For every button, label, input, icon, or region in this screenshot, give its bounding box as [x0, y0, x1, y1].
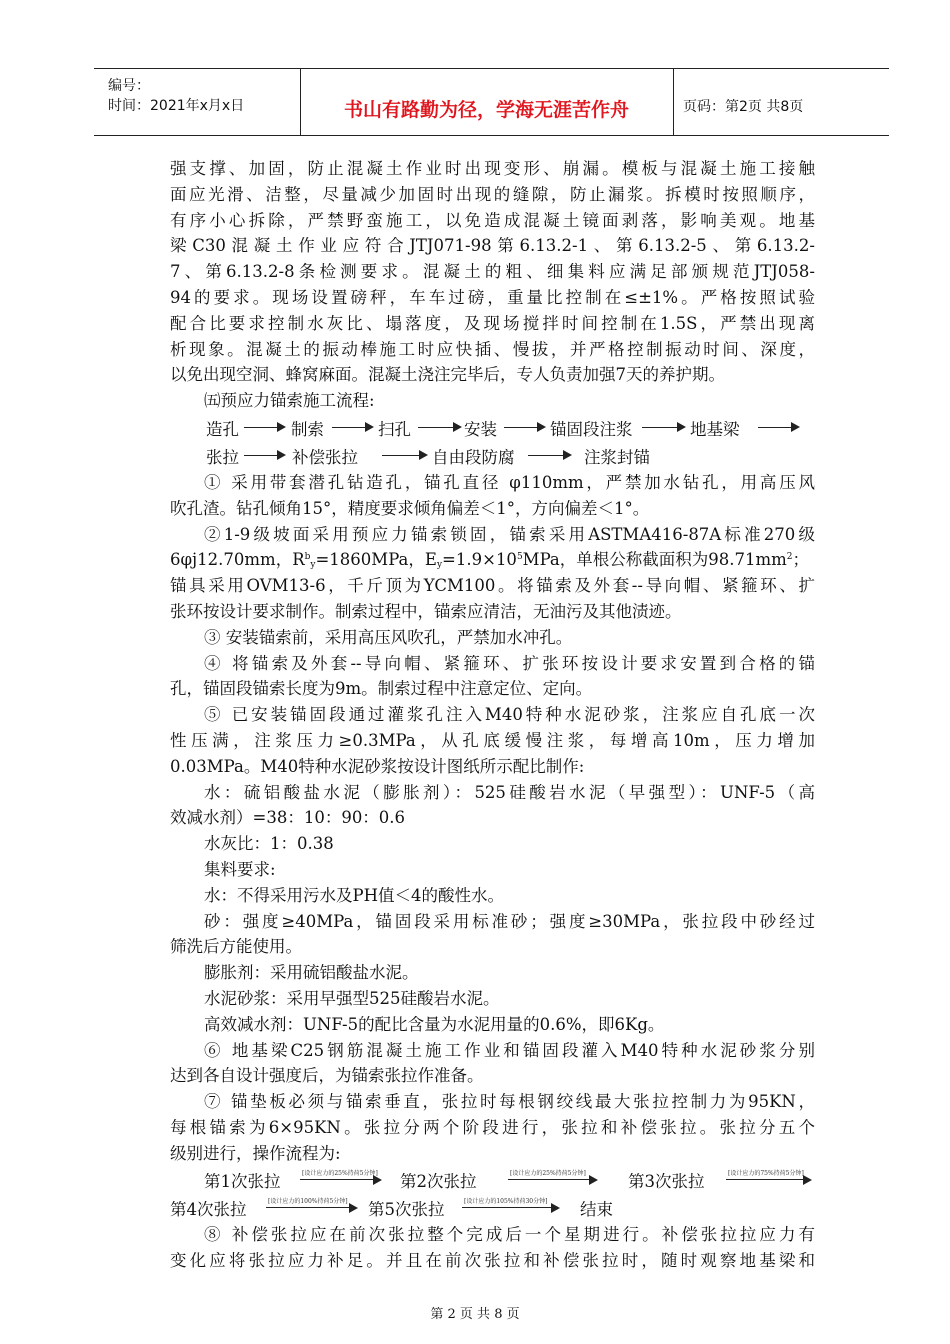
- flow-step: 扫孔: [378, 419, 411, 439]
- text-line: 孔，锚固段锚索长度为9m。制索过程中注意定位、定向。: [170, 679, 593, 699]
- text-line: 有序小心拆除，严禁野蛮施工，以免造成混凝土镜面剥落，影响美观。地基: [170, 210, 815, 230]
- text-line: 集料要求:: [204, 859, 276, 879]
- text-line: 膨胀剂：采用硫铝酸盐水泥。: [204, 963, 419, 983]
- text-line: 高效减水剂：UNF-5的配比含量为水泥用量的0.6%，即6Kg。: [204, 1014, 665, 1034]
- flow-step: 地基梁: [690, 419, 740, 439]
- process-flow-1: [170, 414, 815, 442]
- flow-step: 锚固段注浆: [550, 419, 633, 439]
- flow-step: 注浆封锚: [584, 447, 650, 467]
- text-line: 水灰比：1：0.38: [204, 834, 334, 854]
- flow-step: 造孔: [206, 419, 239, 439]
- text-line: [170, 547, 815, 573]
- text-line: 张环按设计要求制作。制索过程中，锚索应清洁，无油污及其他渍迹。: [170, 601, 682, 621]
- arrow-right-icon: [266, 1198, 356, 1208]
- arrow-right-icon: [504, 427, 544, 428]
- arrow-right-icon: [758, 427, 798, 428]
- text-line: 吹孔渣。钻孔倾角15°，精度要求倾角偏差＜1°，方向偏差＜1°。: [170, 498, 650, 518]
- text-line: 94的要求。现场设置磅秤，车车过磅，重量比控制在≤±1%。严格按照试验: [170, 287, 815, 307]
- text-span: 6φj12.70mm，R: [170, 550, 305, 570]
- text-line: 水：不得采用污水及PH值＜4的酸性水。: [204, 885, 504, 905]
- arrow-right-icon: [244, 455, 284, 456]
- header-motto-cell: [300, 69, 674, 135]
- text-line: ③ 安装锚索前，采用高压风吹孔，严禁加水冲孔。: [204, 627, 573, 647]
- process-flow-2: [170, 442, 815, 470]
- text-line: 以免出现空洞、蜂窝麻面。混凝土浇注完毕后，专人负责加强7天的养护期。: [170, 365, 725, 385]
- page-header: [94, 68, 889, 136]
- text-line: 水：硫铝酸盐水泥（膨胀剂）：525硅酸岩水泥（早强型）：UNF-5（高: [204, 782, 815, 802]
- text-span: =1.9×10: [442, 550, 517, 570]
- text-line: ②1-9级坡面采用预应力锚索锁固，锚索采用ASTMA416-87A标准270级: [204, 524, 815, 544]
- text-line: 达到各自设计强度后，为锚索张拉作准备。: [170, 1066, 484, 1086]
- subscript: y: [436, 560, 443, 571]
- superscript: 5: [516, 552, 523, 563]
- subscript: y: [310, 560, 316, 571]
- arrow-right-icon: [726, 1170, 810, 1180]
- page-footer: 第 2 页 共 8 页: [430, 1307, 520, 1322]
- stage-label: 第1次张拉: [204, 1172, 281, 1192]
- arrow-right-icon: [642, 427, 684, 428]
- stage-note: [设计应力的25%持荷5分钟]: [302, 1170, 378, 1178]
- stage-label: 第5次张拉: [368, 1200, 445, 1220]
- tension-flow-1: [170, 1166, 815, 1194]
- arrow-right-icon: [382, 455, 426, 456]
- text-line: ⑦ 锚垫板必须与锚索垂直，张拉时每根钢绞线最大张拉控制力为95KN，: [204, 1092, 815, 1112]
- text-line: 梁C30混凝土作业应符合JTJ071-98第6.13.2-1、第6.13.2-5、第6.13.2-: [170, 236, 815, 256]
- arrow-right-icon: [462, 1198, 558, 1208]
- text-line: 砂：强度≥40MPa，锚固段采用标准砂；强度≥30MPa，张拉段中砂经过: [204, 911, 815, 931]
- motto: 书山有路勤为径，学海无涯苦作舟: [343, 99, 629, 121]
- section-title: ㈤预应力锚索施工流程:: [204, 391, 375, 411]
- text-line: 7、第6.13.2-8条检测要求。混凝土的粗、细集料应满足部颁规范JTJ058-: [170, 262, 815, 282]
- text-span: MPa，单根公称截面积为98.71mm: [522, 550, 787, 570]
- header-page-cell: [673, 69, 889, 135]
- text-line: 每根锚索为6×95KN。张拉分两个阶段进行，张拉和补偿张拉。张拉分五个: [170, 1117, 815, 1137]
- number-label: 编号：: [108, 78, 150, 94]
- text-line: 级别进行，操作流程为:: [170, 1143, 341, 1163]
- arrow-right-icon: [508, 1170, 596, 1180]
- stage-label: 第3次张拉: [628, 1172, 705, 1192]
- text-line: 析现象。混凝土的振动棒施工时应快插、慢拔，并严格控制振动时间、深度，: [170, 339, 815, 359]
- arrow-right-icon: [418, 427, 460, 428]
- page-number-label: 页码：第2页 共8页: [683, 99, 804, 115]
- text-line: 筛洗后方能使用。: [170, 937, 302, 957]
- text-line: ⑧ 补偿张拉应在前次张拉整个完成后一个星期进行。补偿张拉拉应力有: [204, 1225, 815, 1245]
- superscript: 2: [786, 552, 793, 563]
- text-line: 面应光滑、洁整，尽量减少加固时出现的缝隙，防止漏浆。拆模时按照顺序，: [170, 184, 815, 204]
- flow-step: 制索: [291, 419, 324, 439]
- stage-label: 结束: [580, 1200, 613, 1220]
- stage-note: [设计应力的25%持荷5分钟]: [510, 1170, 586, 1178]
- time-label: 时间：2021年x月x日: [108, 98, 245, 114]
- text-line: 效减水剂）=38：10：90：0.6: [170, 808, 406, 828]
- stage-note: [设计应力的105%持荷30分钟]: [464, 1198, 548, 1206]
- text-line: 性压满，注浆压力≥0.3MPa，从孔底缓慢注浆，每增高10m，压力增加: [170, 730, 815, 750]
- header-info-cell: [94, 69, 301, 135]
- text-line: 水泥砂浆：采用早强型525硅酸岩水泥。: [204, 988, 500, 1008]
- flow-step: 张拉: [206, 447, 239, 467]
- stage-label: 第4次张拉: [170, 1200, 247, 1220]
- tension-flow-2: [170, 1194, 815, 1222]
- text-line: 配合比要求控制水灰比、塌落度，及现场搅拌时间控制在1.5S，严禁出现离: [170, 313, 815, 333]
- text-line: 变化应将张拉应力补足。并且在前次张拉和补偿张拉时，随时观察地基梁和: [170, 1251, 815, 1271]
- text-line: ① 采用带套潜孔钻造孔，锚孔直径 φ110mm，严禁加水钻孔，用高压风: [204, 472, 815, 492]
- stage-label: 第2次张拉: [400, 1172, 477, 1192]
- text-line: ④ 将锚索及外套--导向帽、紧箍环、扩张环按设计要求安置到合格的锚: [204, 653, 815, 673]
- text-line: ⑥ 地基梁C25钢筋混凝土施工作业和锚固段灌入M40特种水泥砂浆分别: [204, 1040, 815, 1060]
- arrow-right-icon: [332, 427, 372, 428]
- document-body: [170, 156, 815, 1274]
- flow-step: 自由段防腐: [432, 447, 515, 467]
- arrow-right-icon: [300, 1170, 380, 1180]
- stage-note: [设计应力的100%持荷5分钟]: [268, 1198, 348, 1206]
- text-span: =1860MPa，E: [315, 550, 437, 570]
- text-line: 0.03MPa。M40特种水泥砂浆按设计图纸所示配比制作:: [170, 756, 585, 776]
- flow-step: 安装: [464, 419, 497, 439]
- flow-step: 补偿张拉: [292, 447, 358, 467]
- text-span: ；: [792, 550, 810, 570]
- superscript: b: [304, 552, 311, 563]
- stage-note: [设计应力的75%持荷5分钟]: [728, 1170, 804, 1178]
- arrow-right-icon: [528, 455, 570, 456]
- text-line: ⑤ 已安装锚固段通过灌浆孔注入M40特种水泥砂浆，注浆应自孔底一次: [204, 705, 815, 725]
- text-line: 锚具采用OVM13-6，千斤顶为YCM100。将锚索及外套--导向帽、紧箍环、扩: [170, 576, 815, 596]
- arrow-right-icon: [244, 427, 284, 428]
- text-line: 强支撑、加固，防止混凝土作业时出现变形、崩漏。模板与混凝土施工接触: [170, 159, 815, 178]
